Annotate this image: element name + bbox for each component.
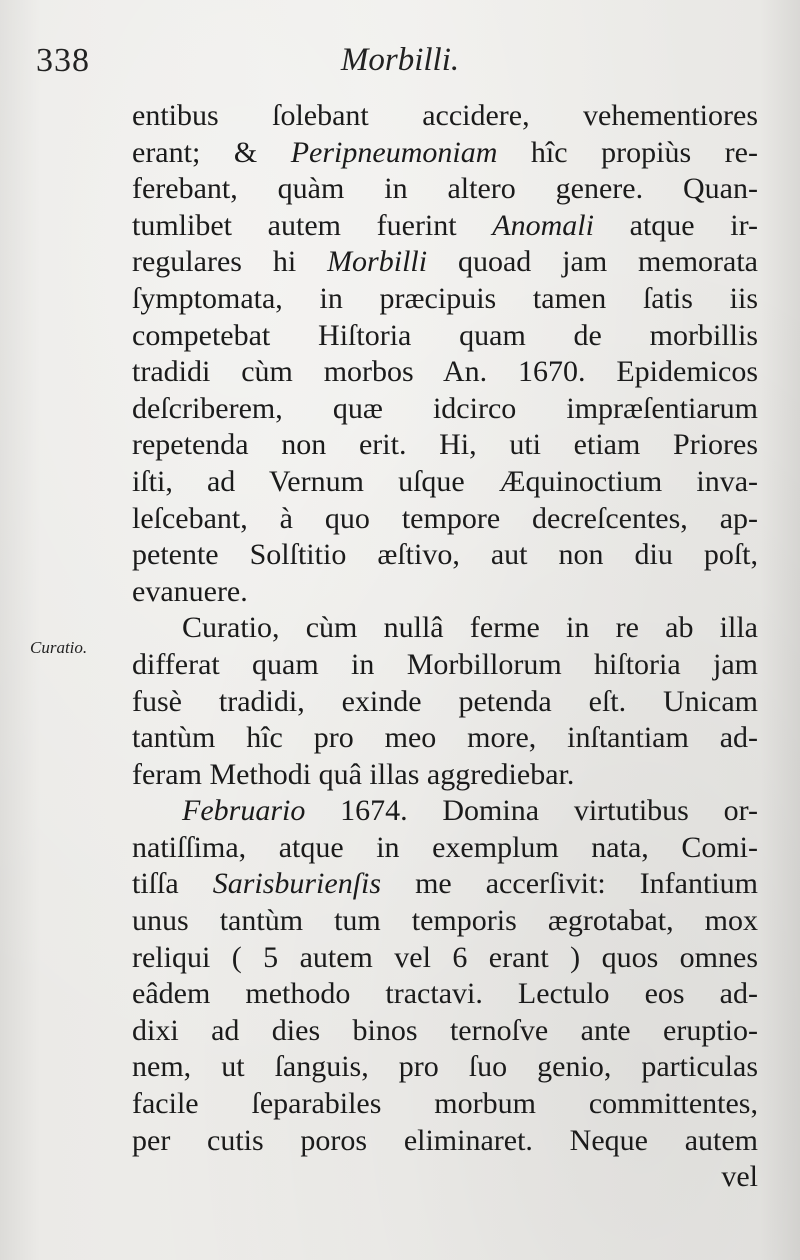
text-line	[132, 318, 758, 355]
text-segment: feram Methodi quâ illas aggrediebar.	[132, 757, 575, 791]
text-segment: ſymptomata, in præcipuis tamen ſatis iis	[132, 281, 758, 315]
italic-text: Februario	[182, 794, 306, 828]
text-segment: deſcriberem, quæ idcirco impræſentiarum	[132, 391, 758, 425]
text-segment: 1674. Domina virtutibus or-	[305, 794, 758, 828]
text-line	[132, 610, 758, 647]
text-line	[132, 354, 758, 391]
text-line	[132, 976, 758, 1013]
text-line	[132, 537, 758, 574]
catchword: vel	[721, 1160, 758, 1194]
text-segment: natiſſima, atque in exemplum nata, Comi-	[132, 830, 758, 864]
text-line	[132, 793, 758, 830]
text-segment: entibus ſolebant accidere, vehementiores	[132, 99, 758, 132]
text-line	[132, 866, 758, 903]
text-segment: petente Solſtitio æſtivo, aut non diu poſt,	[132, 538, 758, 572]
text-line	[132, 98, 758, 135]
text-line	[132, 501, 758, 538]
text-segment: erant; &	[132, 135, 291, 169]
italic-text: Peripneumoniam	[290, 135, 498, 169]
text-segment: fusè tradidi, exinde petenda eſt. Unicam	[132, 684, 758, 718]
text-line	[132, 281, 758, 318]
text-line	[132, 427, 758, 464]
text-segment: leſcebant, à quo tempore decreſcentes, ap-	[132, 501, 758, 535]
text-segment: tiſſa	[132, 867, 213, 901]
running-head: Morbilli.	[340, 42, 460, 78]
italic-text: Anomali	[492, 208, 594, 242]
text-line	[132, 244, 758, 281]
text-segment: repetenda non erit. Hi, uti etiam Priores	[132, 428, 758, 462]
text-line	[132, 1123, 758, 1160]
text-segment: eâdem methodo tractavi. Lectulo eos ad-	[132, 977, 758, 1011]
text-segment: differat quam in Morbillorum hiſtoria jam	[132, 647, 758, 681]
text-line	[132, 574, 758, 611]
text-segment: hîc propiùs re-	[497, 135, 758, 169]
italic-text: Sarisburienſis	[212, 867, 382, 901]
text-line	[132, 1086, 758, 1123]
text-line	[132, 391, 758, 428]
page-number: 338	[36, 42, 90, 79]
text-segment: atque ir-	[593, 208, 758, 242]
text-line	[132, 757, 758, 794]
text-line	[132, 1013, 758, 1050]
marginal-note: Curatio.	[30, 638, 88, 657]
text-line	[132, 940, 758, 977]
text-line	[132, 464, 758, 501]
text-segment: quoad jam memorata	[427, 245, 758, 279]
text-segment: facile ſeparabiles morbum committentes,	[132, 1087, 758, 1121]
text-segment: evanuere.	[132, 574, 248, 608]
text-segment: me accerſivit: Infantium	[381, 867, 758, 901]
text-segment: unus tantùm tum temporis ægrotabat, mox	[132, 904, 758, 938]
text-segment: reliqui ( 5 autem vel 6 erant ) quos omnes	[132, 940, 758, 974]
text-segment: tantùm hîc pro meo more, inſtantiam ad-	[132, 721, 758, 755]
text-line	[132, 1049, 758, 1086]
text-segment: tradidi cùm morbos An. 1670. Epidemicos	[132, 355, 758, 389]
text-line	[132, 720, 758, 757]
text-line	[132, 903, 758, 940]
text-segment: competebat Hiſtoria quam de morbillis	[132, 318, 758, 352]
text-line	[132, 208, 758, 245]
text-line	[132, 830, 758, 867]
text-segment: dixi ad dies binos ternoſve ante eruptio-	[132, 1013, 758, 1047]
text-line	[132, 171, 758, 208]
text-segment: iſti, ad Vernum uſque Æquinoctium inva-	[132, 464, 758, 498]
italic-text: Morbilli	[327, 245, 428, 279]
text-segment: per cutis poros eliminaret. Neque autem	[132, 1123, 758, 1157]
text-segment: Curatio, cùm nullâ ferme in re ab illa	[182, 611, 758, 645]
text-segment: regulares hi	[132, 245, 328, 279]
text-segment: tumlibet autem fuerint	[132, 208, 493, 242]
text-segment: nem, ut ſanguis, pro ſuo genio, particulas	[132, 1050, 758, 1084]
text-segment: ferebant, quàm in altero genere. Quan-	[132, 172, 758, 206]
text-line	[132, 135, 758, 172]
text-line	[132, 684, 758, 721]
text-line	[132, 647, 758, 684]
body-text	[132, 98, 758, 1196]
